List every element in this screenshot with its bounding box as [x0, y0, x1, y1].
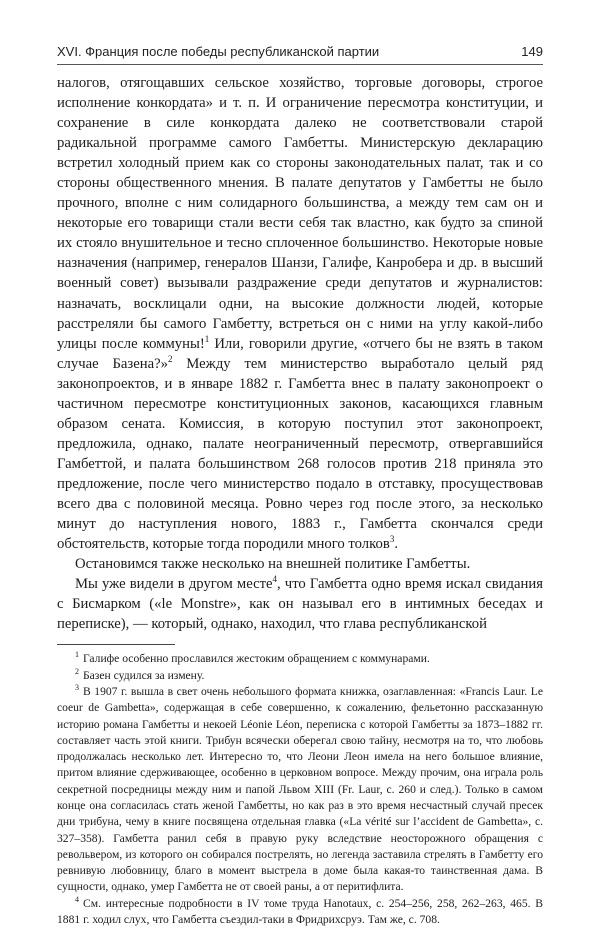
paragraph-1-text-c: Между тем министерство выработало целый ряд законопроектов, и в январе 1882 г. Гамбетта внес в палату законопроект о частичном пересмотре конституционных законов, касающихся главным образом сената. Комиссия, в которую поступил этот законопроект, предложила, однако, палате неограниченный пересмотр, отвергавшийся Гамбеттой, и палата большинством 268 голосов против 218 приняла это предложение, после чего министерство подало в отставку, просуществовав всего два с половиной месяца. Ровно через год после этого, за несколько минут до наступления нового, 1883 г., Гамбетта скончался среди обстоятельств, которые тогда породили много толков — [57, 355, 544, 553]
paragraph-3-text-a: Мы уже видели в другом месте — [75, 576, 273, 593]
footnote-2-text: Базен судился за измену. — [83, 668, 205, 682]
footnote-ref-1[interactable]: 1 — [204, 333, 210, 344]
footnote-ref-2[interactable]: 2 — [167, 353, 173, 364]
footnote-4-text: См. интересные подробности в IV томе труда Hanotaux, с. 254–256, 258, 262–263, 465. В 1881 г. ходил слух, что Гамбетта съездил-таки в Фридрихсруэ. Там же, с. 708. — [57, 896, 543, 927]
paragraph-3-text-b: , что Гамбетта одно время искал свидания с Бисмарком («le Monstre», как он называл его в интимных беседах и переписке), — который, однако, находил, что глава республиканской — [57, 576, 543, 633]
footnote-4 — [57, 896, 543, 928]
footnote-1-text: Галифе особенно прославился жестоким обращением с коммунарами. — [83, 652, 430, 666]
main-text — [57, 73, 543, 634]
paragraph-1 — [57, 73, 543, 554]
page-number: 149 — [521, 44, 543, 59]
footnote-3-number: 3 — [75, 683, 79, 693]
footnote-1 — [57, 651, 543, 667]
footnote-1-number: 1 — [75, 650, 79, 660]
footnote-divider — [57, 644, 175, 645]
paragraph-2 — [57, 554, 543, 574]
footnote-ref-3[interactable]: 3 — [389, 534, 395, 545]
footnote-3 — [57, 684, 543, 896]
footnote-4-number: 4 — [75, 894, 79, 904]
footnotes — [57, 651, 543, 928]
footnote-2-number: 2 — [75, 666, 79, 676]
footnote-2 — [57, 668, 543, 684]
paragraph-3 — [57, 574, 543, 634]
paragraph-1-text-d: . — [394, 536, 398, 553]
running-header — [57, 42, 543, 65]
book-page — [57, 42, 543, 928]
footnote-3-text: В 1907 г. вышла в свет очень небольшого формата книжка, озаглавленная: «Francis Laur. Le coeur de Gambetta», содержащая в себе совершенно, к сожалению, фельетонно рассказанную историю романа Гамбетты и некоей Léonie Léon, переписка с которой Гамбетты за 1873–1882 гг. составляет часть этой книги. Трибун всячески оберегал свою тайну, несмотря на то, что любовь продолжалась несколько лет. Интересно то, что Леони Леон имела на него большое влияние, притом влияние сдерживающее, особенно в церковном вопросе. Между прочим, она играла роль секретной посредницы между ним и папой Львом XIII (Fr. Laur, с. 260 и след.). Только в самом конце она согласилась стать женой Гамбетты, но как раз в это время несчастный случай пресек дни трибуна, чему в книге посвящена отдельная главка («La vérité sur l’accident de Gambetta», с. 327–358). Гамбетта ранил себя в правую руку вследствие неосторожного обращения с револьвером, из которого он собирался пострелять, но легенда заставила стрелять в Гамбетту его ревнивую любовницу, благо в момент выстрела в доме была какая-то таинственная дама. В сущности, однако, умер Гамбетта не от своей раны, а от перитифлита. — [57, 684, 543, 894]
paragraph-1-text-a: налогов, отягощавших сельское хозяйство, торговые договоры, строгое исполнение конкордата» и т. п. И ограничение пересмотра конституции, и сохранение в силе конкордата далеко не соответствовали старой радикальной программе самого Гамбетты. Министерскую декларацию встретил холодный прием как со стороны законодательных палат, так и со стороны общественного мнения. В палате депутатов у Гамбетты не было прочного, вполне с ним солидарного большинства, а между тем сам он и некоторые его товарищи стали вести себя так властно, как будто за спиной их стояло внушительное и тесно сплоченное большинство. Некоторые новые назначения (например, генералов Шанзи, Галифе, Канробера и др. в высший военный совет) вызывали раздражение среди депутатов и журналистов: назначать, восклицали одни, на высокие должности людей, которые расстреляли бы самого Гамбетту, встреться он с ними на углу какой-либо улицы после коммуны! — [57, 75, 543, 352]
chapter-title: XVI. Франция после победы республиканской партии — [57, 44, 380, 59]
paragraph-1-text-b: Или, говорили другие, «отчего бы не взять в таком случае Базена?» — [57, 335, 543, 372]
paragraph-2-text: Остановимся также несколько на внешней политике Гамбетты. — [75, 556, 471, 573]
footnote-ref-4[interactable]: 4 — [272, 574, 278, 585]
